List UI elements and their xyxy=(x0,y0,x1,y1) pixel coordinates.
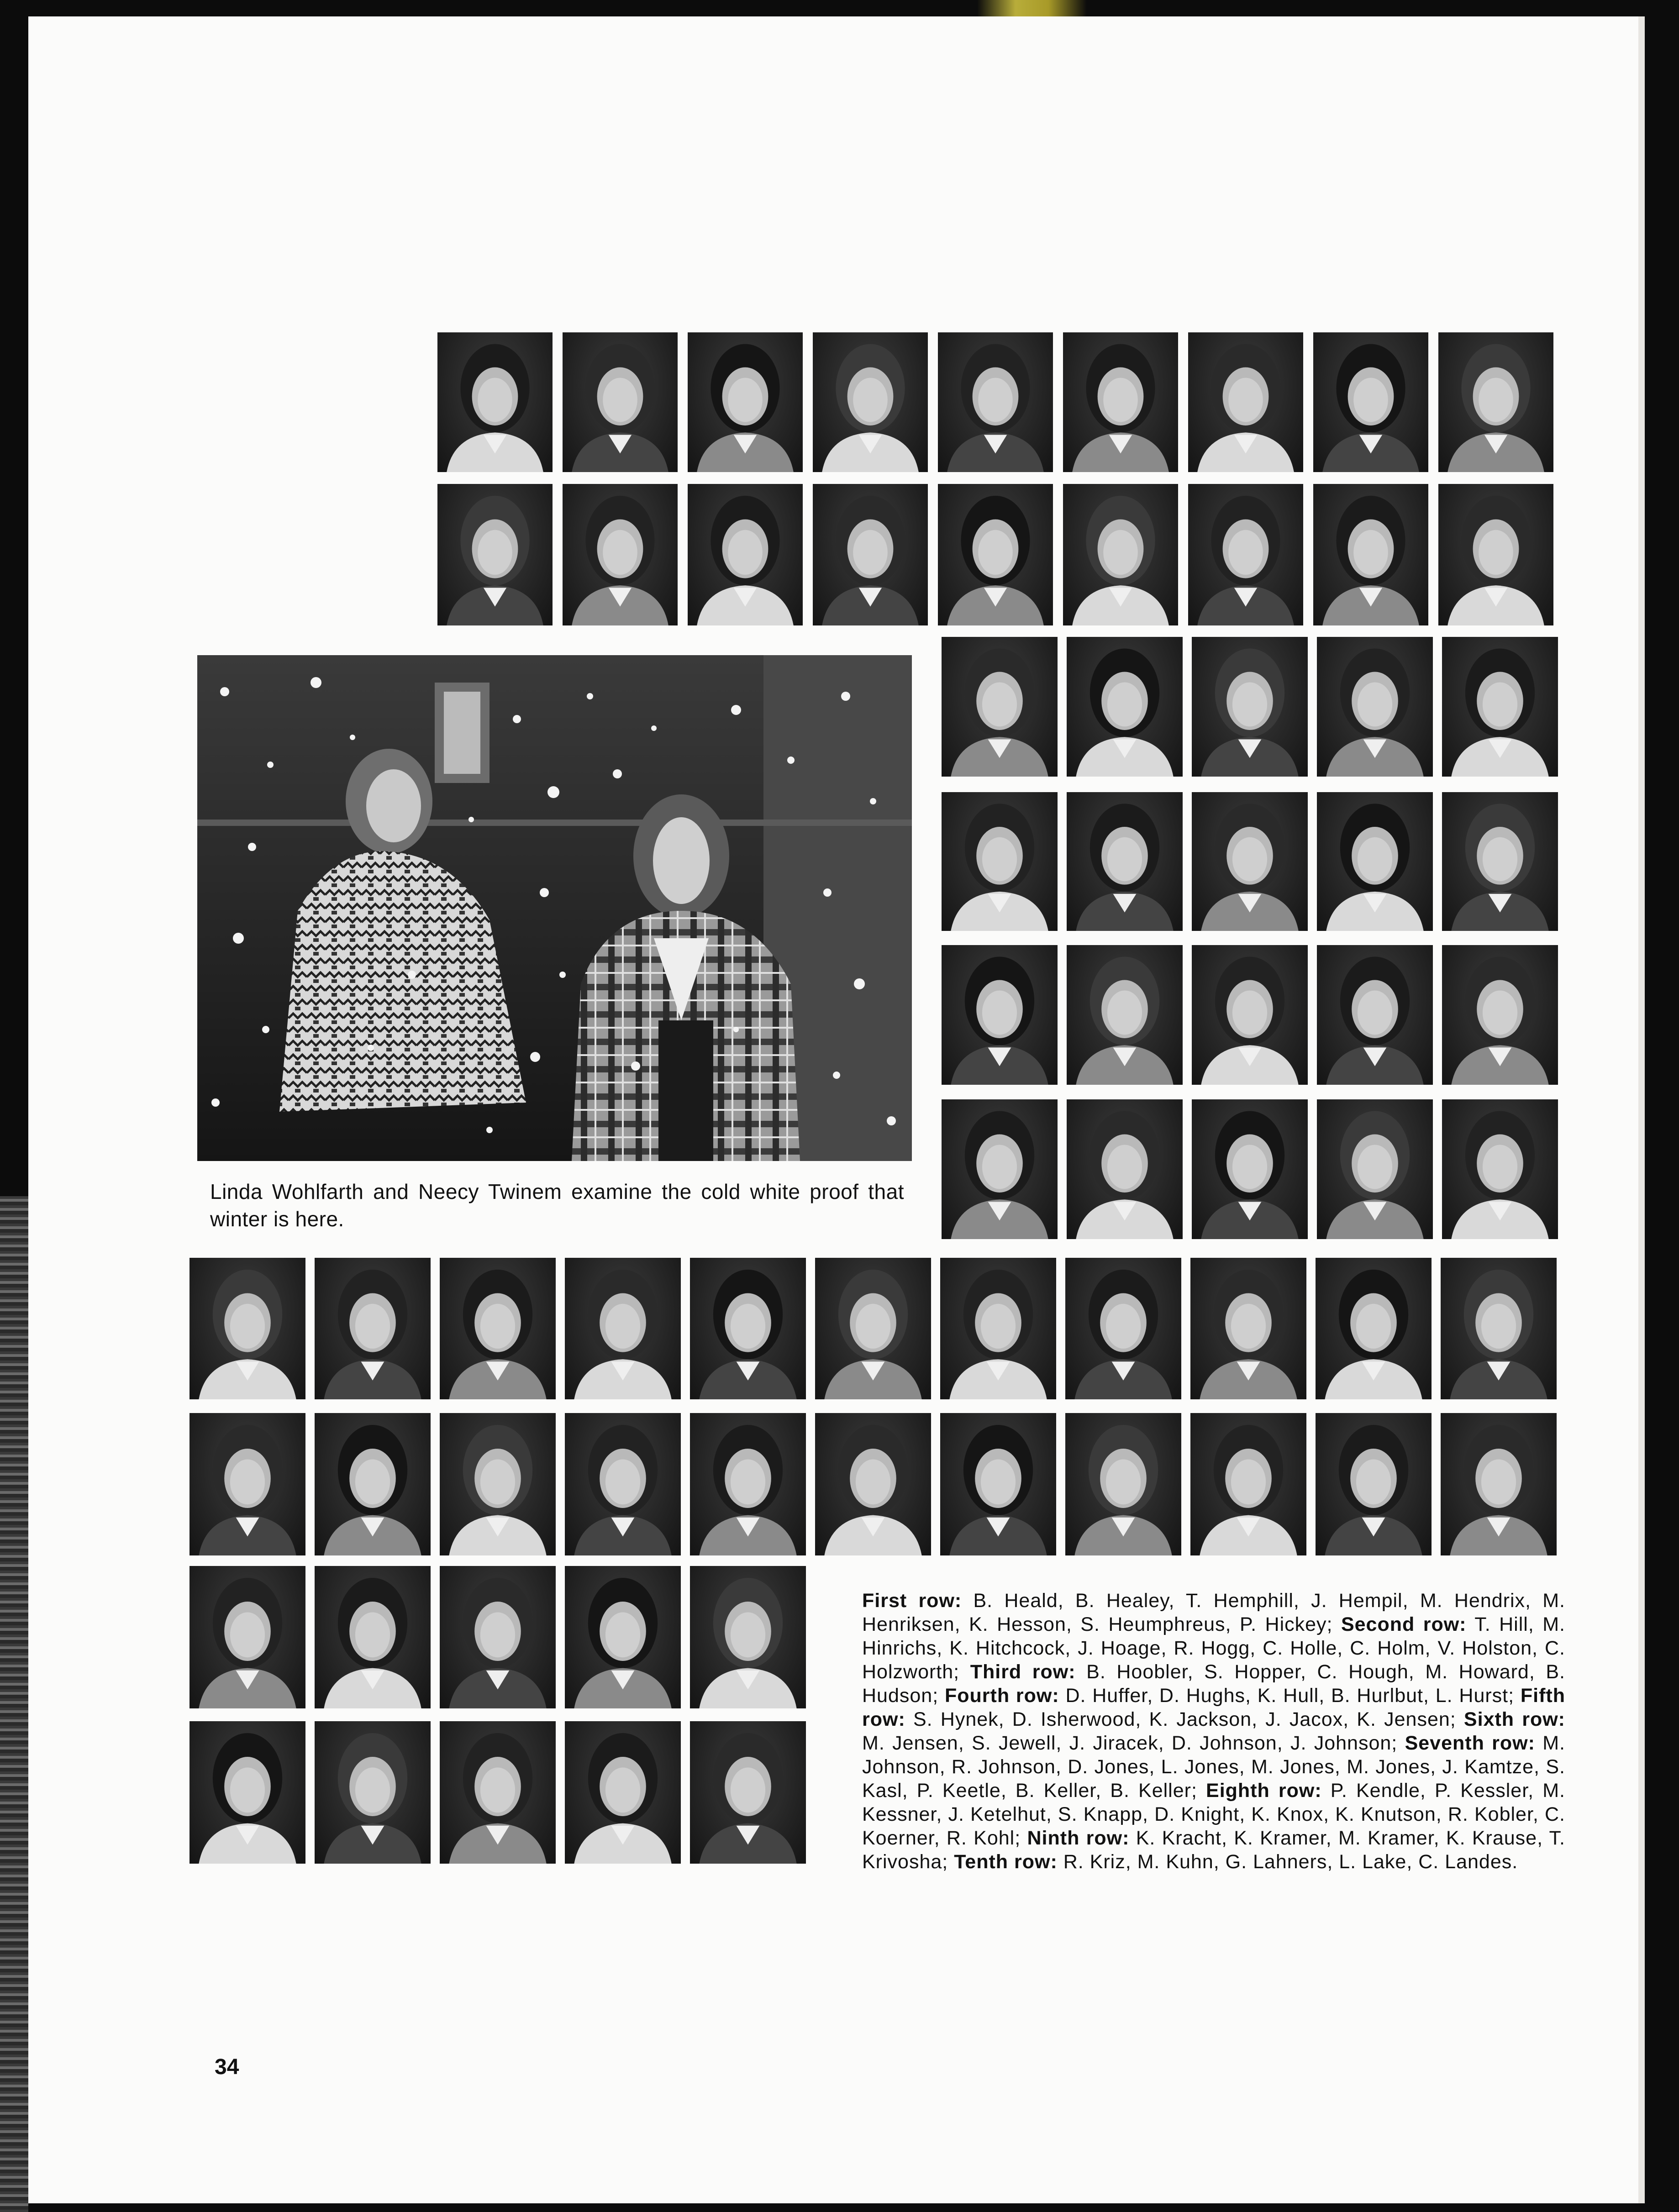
student-portrait xyxy=(690,1566,806,1708)
roster-row-label: Sixth row: xyxy=(1463,1708,1565,1730)
student-portrait xyxy=(1442,792,1558,931)
roster-row-label: First row: xyxy=(862,1590,962,1612)
student-portrait xyxy=(440,1413,556,1555)
student-portrait xyxy=(1067,792,1183,931)
student-portrait xyxy=(1441,1413,1557,1555)
student-portrait xyxy=(690,1258,806,1399)
page-number: 34 xyxy=(215,2055,239,2079)
student-portrait xyxy=(1063,484,1178,625)
student-portrait xyxy=(1190,1413,1306,1555)
student-portrait xyxy=(189,1566,305,1708)
student-portrait xyxy=(1441,1258,1557,1399)
top-edge-mark xyxy=(977,0,1087,16)
student-portrait xyxy=(1316,1258,1432,1399)
student-portrait xyxy=(942,1099,1058,1239)
roster-row-names: R. Kriz, M. Kuhn, G. Lahners, L. Lake, C. Landes. xyxy=(1063,1851,1518,1873)
roster-row-label: Eighth row: xyxy=(1206,1780,1322,1802)
roster-row-label: Third row: xyxy=(970,1661,1076,1683)
student-portrait xyxy=(942,637,1058,777)
student-portrait xyxy=(1067,1099,1183,1239)
student-portrait xyxy=(1317,945,1433,1085)
roster-row-names: T. Hill, M. Hinrichs, K. Hitchcock, J. Hoage, R. Hogg, C. Holle, C. Holm, V. Holston, C. Holzworth; xyxy=(862,1613,1565,1683)
student-portrait xyxy=(1316,1413,1432,1555)
roster-row-label: Ninth row: xyxy=(1027,1827,1130,1849)
student-portrait xyxy=(437,332,553,472)
student-portrait xyxy=(690,1413,806,1555)
student-portrait xyxy=(1188,484,1303,625)
roster-row-names: B. Heald, B. Healey, T. Hemphill, J. Hempil, M. Hendrix, M. Henriksen, K. Hesson, S. Heumphreus, P. Hickey; xyxy=(862,1590,1565,1635)
student-portrait xyxy=(189,1721,305,1864)
page-binding-edge xyxy=(0,1196,28,2212)
student-portrait xyxy=(1065,1413,1181,1555)
student-portrait xyxy=(813,484,928,625)
student-portrait xyxy=(1317,792,1433,931)
student-portrait xyxy=(815,1413,931,1555)
student-portrait xyxy=(938,332,1053,472)
roster-row-names: M. Johnson, R. Johnson, D. Jones, L. Jones, M. Jones, M. Jones, J. Kamtze, S. Kasl, P. Keetle, B. Keller, B. Keller; xyxy=(862,1732,1566,1802)
student-portrait xyxy=(440,1258,556,1399)
student-portrait xyxy=(1190,1258,1306,1399)
roster-caption xyxy=(862,1589,1565,1874)
student-portrait xyxy=(1317,637,1433,777)
student-portrait xyxy=(1188,332,1303,472)
student-portrait xyxy=(1317,1099,1433,1239)
roster-row-label: Tenth row: xyxy=(954,1851,1058,1873)
student-portrait xyxy=(938,484,1053,625)
student-portrait xyxy=(940,1258,1056,1399)
student-portrait xyxy=(563,332,678,472)
student-portrait xyxy=(1313,484,1428,625)
student-portrait xyxy=(813,332,928,472)
student-portrait xyxy=(1067,637,1183,777)
student-portrait xyxy=(942,792,1058,931)
student-portrait xyxy=(1313,332,1428,472)
student-portrait xyxy=(189,1413,305,1555)
student-portrait xyxy=(1065,1258,1181,1399)
student-portrait xyxy=(1192,637,1308,777)
student-portrait xyxy=(315,1566,431,1708)
photo-caption: Linda Wohlfarth and Neecy Twinem examine the cold white proof that winter is here. xyxy=(210,1180,904,1231)
student-portrait xyxy=(1442,945,1558,1085)
student-portrait xyxy=(563,484,678,625)
student-portrait xyxy=(1192,792,1308,931)
student-portrait xyxy=(565,1566,681,1708)
student-portrait xyxy=(1442,1099,1558,1239)
roster-row-names: K. Kracht, K. Kramer, M. Kramer, K. Krause, T. Krivosha; xyxy=(862,1827,1565,1873)
roster-row-names: B. Hoobler, S. Hopper, C. Hough, M. Howard, B. Hudson; xyxy=(862,1661,1566,1707)
student-portrait xyxy=(1438,484,1553,625)
student-portrait xyxy=(440,1566,556,1708)
student-portrait xyxy=(315,1413,431,1555)
roster-row-names: M. Jensen, S. Jewell, J. Jiracek, D. Johnson, J. Johnson; xyxy=(862,1732,1398,1754)
student-portrait xyxy=(690,1721,806,1864)
roster-row-label: Fourth row: xyxy=(944,1685,1059,1707)
roster-row-names: S. Hynek, D. Isherwood, K. Jackson, J. Jacox, K. Jensen; xyxy=(913,1708,1456,1730)
roster-row-label: Seventh row: xyxy=(1405,1732,1535,1754)
student-portrait xyxy=(1067,945,1183,1085)
student-portrait xyxy=(189,1258,305,1399)
student-portrait xyxy=(315,1721,431,1864)
roster-row-label: Fifth row: xyxy=(862,1685,1565,1730)
snow-scene-image xyxy=(197,655,912,1161)
roster-row-names: P. Kendle, P. Kessler, M. Kessner, J. Ketelhut, S. Knapp, D. Knight, K. Knox, K. Knutson, R. Kobler, C. Koerner, R. Kohl; xyxy=(862,1780,1565,1849)
student-portrait xyxy=(1192,1099,1308,1239)
student-portrait xyxy=(1192,945,1308,1085)
student-portrait xyxy=(815,1258,931,1399)
student-portrait xyxy=(440,1721,556,1864)
roster-row-label: Second row: xyxy=(1341,1613,1467,1635)
student-portrait xyxy=(565,1721,681,1864)
student-portrait xyxy=(942,945,1058,1085)
student-portrait xyxy=(437,484,553,625)
feature-photo xyxy=(197,655,912,1161)
student-portrait xyxy=(1442,637,1558,777)
student-portrait xyxy=(688,484,803,625)
student-portrait xyxy=(1438,332,1553,472)
student-portrait xyxy=(1063,332,1178,472)
student-portrait xyxy=(688,332,803,472)
student-portrait xyxy=(565,1413,681,1555)
student-portrait xyxy=(565,1258,681,1399)
student-portrait xyxy=(940,1413,1056,1555)
student-portrait xyxy=(315,1258,431,1399)
roster-row-names: D. Huffer, D. Hughs, K. Hull, B. Hurlbut, L. Hurst; xyxy=(1065,1685,1515,1707)
